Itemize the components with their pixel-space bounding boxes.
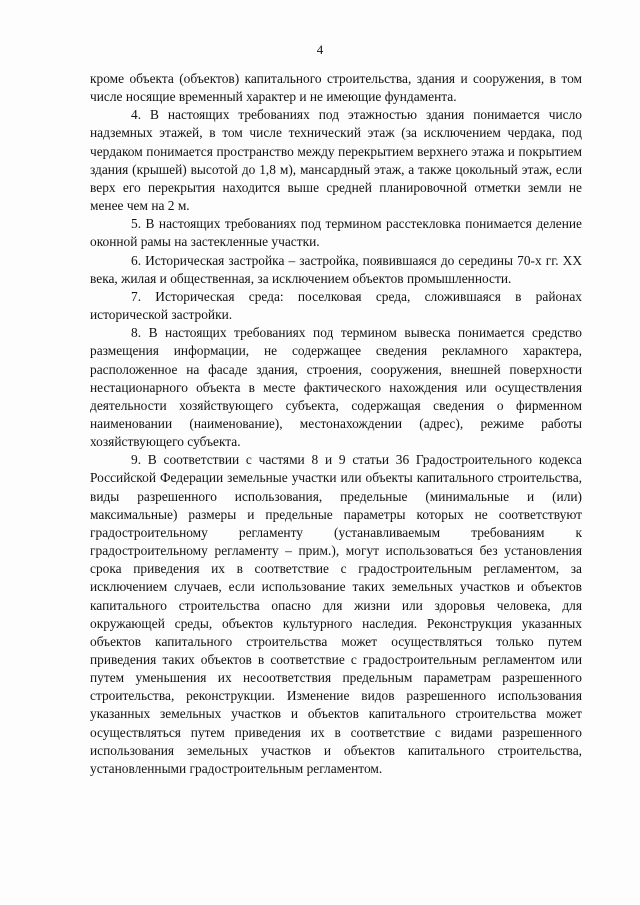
document-body <box>90 70 582 778</box>
paragraph-item-5: 5. В настоящих требованиях под термином расстекловка понимается деление оконной рамы на застекленные участки. <box>90 216 582 250</box>
paragraph-continuation: кроме объекта (объектов) капитального строительства, здания и сооружения, в том числе носящие временный характер и не имеющие фундамента. <box>90 71 582 105</box>
paragraph-item-7: 7. Историческая среда: поселковая среда, сложившаяся в районах исторической застройки. <box>90 288 582 323</box>
paragraph-item-8: 8. В настоящих требованиях под термином вывеска понимается средство размещения информации, не содержащее сведения рекламного характера, расположенное на фасаде здания, строения, сооружения, внешней поверхности нестационарного объекта в месте фактического нахождения или осуществления деятельности хозяйствующего субъекта, содержащая сведения о фирменном наименовании (наименование), местонахождении (адрес), режиме работы хозяйствующего субъекта. <box>90 325 582 450</box>
paragraph-item-4: 4. В настоящих требованиях под этажностью здания понимается число надземных этажей, в том числе технический этаж (за исключением чердака, под чердаком понимается пространство между перекрытием верхнего этажа и покрытием здания (крышей) высотой до 1,8 м), мансардный этаж, а также цокольный этаж, если верх его перекрытия находится выше средней планировочной отметки земли не менее чем на 2 м. <box>90 107 582 214</box>
page-number: 4 <box>316 42 324 57</box>
paragraph-item-6: 6. Историческая застройка – застройка, появившаяся до середины 70-х гг. XX века, жилая и общественная, за исключением объектов промышленности. <box>90 252 582 286</box>
paragraph-item-9: 9. В соответствии с частями 8 и 9 статьи 36 Градостроительного кодекса Российской Федерации земельные участки или объекты капитального строительства, виды разрешенного использования, предельные (минимальные и (или) максимальные) размеры и предельные параметры которых не соответствуют градостроительному регламенту (устанавливаемым требованиям к градостроительному регламенту – прим.), могут использоваться без установления срока приведения их в соответствие с градостроительным регламентом, за исключением случаев, если использование таких земельных участков и объектов капитального строительства опасно для жизни или здоровья человека, для окружающей среды, объектов культурного наследия. Реконструкция указанных объектов капитального строительства может осуществляться только путем приведения таких объектов в соответствие с градостроительным регламентом или путем уменьшения их несоответствия предельным параметрам разрешенного строительства, реконструкции. Изменение видов разрешенного использования указанных земельных участков и объектов капитального строительства может осуществляться путем приведения их в соответствие с видами разрешенного использования земельных участков и объектов капитального строительства, установленными градостроительным регламентом. <box>90 452 582 776</box>
